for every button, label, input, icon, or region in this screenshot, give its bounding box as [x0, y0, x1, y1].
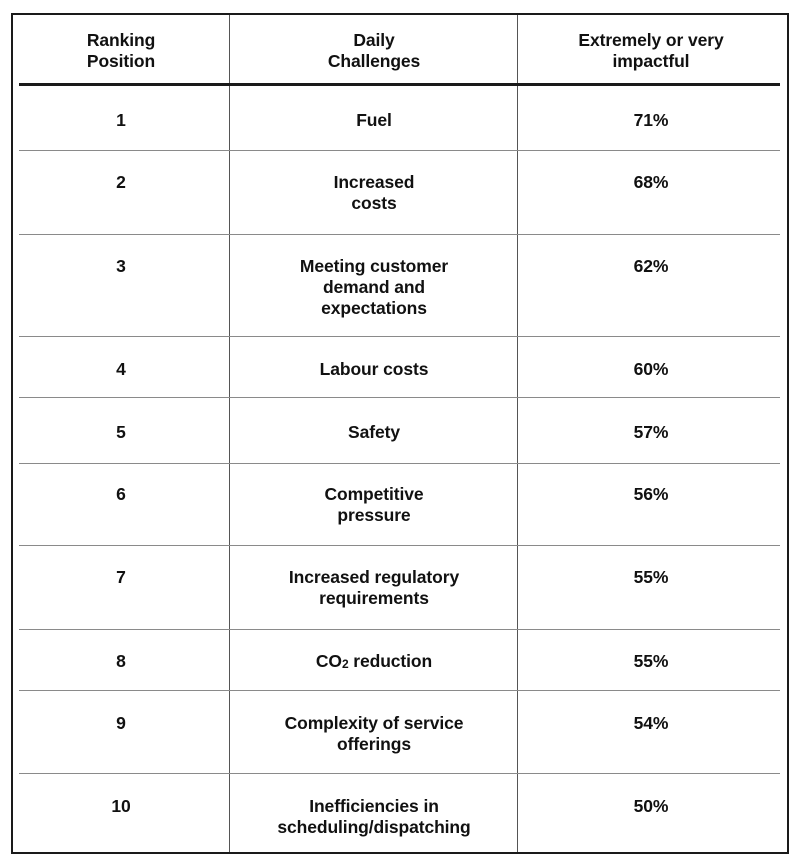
challenge-text: expectations [321, 298, 427, 318]
challenge-cell [230, 422, 518, 443]
header-text: Position [86, 51, 156, 71]
rank-cell: 7 [116, 567, 126, 587]
rank-cell: 6 [116, 484, 126, 504]
challenge-text: requirements [319, 588, 429, 608]
challenge-text: pressure [337, 505, 411, 525]
rank-cell: 3 [116, 256, 126, 276]
challenge-text: Complexity of service [284, 713, 464, 733]
impact-cell: 57% [633, 422, 669, 442]
challenges-table [11, 13, 789, 854]
challenge-cell [230, 713, 518, 755]
impact-cell: 60% [633, 359, 669, 379]
table-header [19, 30, 780, 86]
challenge-text: Inefficiencies in [309, 796, 439, 816]
challenge-cell [230, 484, 518, 526]
challenge-text: Increased regulatory [288, 567, 460, 587]
impact-cell: 68% [633, 172, 669, 192]
impact-cell: 62% [633, 256, 669, 276]
challenge-text: Competitive [324, 484, 424, 504]
challenge-cell [230, 256, 518, 319]
header-impactful [518, 30, 784, 72]
header-daily-challenges [230, 30, 518, 72]
impact-cell: 55% [633, 651, 669, 671]
subscript-text: 2 [341, 657, 349, 671]
challenge-text: scheduling/dispatching [277, 817, 471, 837]
challenge-text: demand and [322, 277, 426, 297]
challenge-text: Labour costs [319, 359, 429, 379]
impact-cell: 71% [633, 110, 669, 130]
rank-cell: 4 [116, 359, 126, 379]
header-divider [19, 83, 780, 86]
rank-cell: 8 [116, 651, 126, 671]
header-text: Extremely or very [578, 30, 724, 50]
header-text: Daily [353, 30, 395, 50]
row-divider [19, 336, 780, 337]
row-divider [19, 150, 780, 151]
row-divider [19, 463, 780, 464]
challenge-text [230, 651, 518, 674]
impact-cell: 50% [633, 796, 669, 816]
challenge-text-suffix: reduction [348, 651, 433, 671]
challenge-cell [230, 796, 518, 838]
row-divider [19, 773, 780, 774]
row-divider [19, 690, 780, 691]
challenge-text: Safety [348, 422, 400, 442]
challenge-cell [230, 359, 518, 380]
challenge-cell [230, 567, 518, 609]
challenge-text: Increased [333, 172, 415, 192]
impact-cell: 56% [633, 484, 669, 504]
row-divider [19, 545, 780, 546]
challenge-cell [230, 110, 518, 131]
rank-cell: 2 [116, 172, 126, 192]
header-text: Challenges [327, 51, 421, 71]
header-ranking-position [19, 30, 223, 72]
header-text: impactful [612, 51, 690, 71]
rank-cell: 1 [116, 110, 126, 130]
challenge-text: offerings [337, 734, 411, 754]
challenge-text-prefix: CO [315, 651, 342, 671]
impact-cell: 54% [633, 713, 669, 733]
challenge-text: Meeting customer [299, 256, 449, 276]
row-divider [19, 397, 780, 398]
row-divider [19, 629, 780, 630]
rank-cell: 10 [111, 796, 131, 816]
challenge-cell [230, 651, 518, 674]
rank-cell: 9 [116, 713, 126, 733]
challenge-text: Fuel [356, 110, 392, 130]
row-divider [19, 234, 780, 235]
challenge-cell [230, 172, 518, 214]
header-text: Ranking [86, 30, 156, 50]
challenge-text: costs [351, 193, 397, 213]
rank-cell: 5 [116, 422, 126, 442]
impact-cell: 55% [633, 567, 669, 587]
